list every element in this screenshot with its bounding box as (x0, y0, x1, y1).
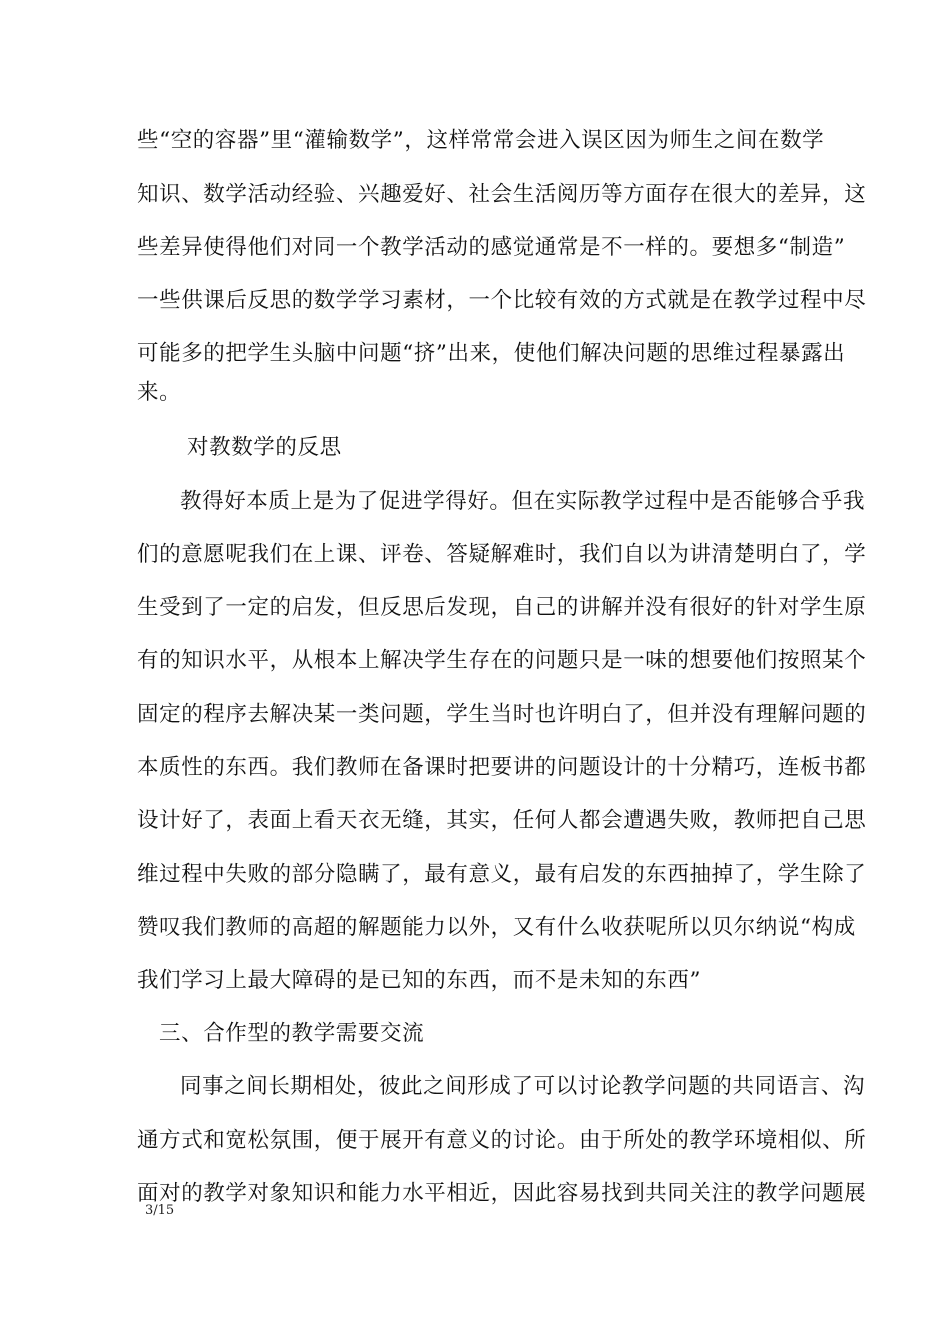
text-line: 固定的程序去解决某一类问题，学生当时也许明白了，但并没有理解问题的 (137, 702, 867, 727)
section-heading: 对教数学的反思 (187, 435, 342, 460)
text-line: 维过程中失败的部分隐瞒了，最有意义，最有启发的东西抽掉了，学生除了 (137, 862, 867, 887)
text-line: 知识、数学活动经验、兴趣爱好、社会生活阅历等方面存在很大的差异，这 (137, 182, 867, 207)
page-number: 3/15 (145, 1203, 175, 1218)
text-line: 通方式和宽松氛围，便于展开有意义的讨论。由于所处的教学环境相似、所 (137, 1128, 867, 1153)
text-line: 些差异使得他们对同一个教学活动的感觉通常是不一样的。要想多“制造” (137, 235, 846, 260)
text-line: 赞叹我们教师的高超的解题能力以外，又有什么收获呢所以贝尔纳说“构成 (137, 915, 856, 940)
text-line: 们的意愿呢我们在上课、评卷、答疑解难时，我们自以为讲清楚明白了，学 (137, 542, 867, 567)
text-line: 教得好本质上是为了促进学得好。但在实际教学过程中是否能够合乎我 (180, 489, 866, 514)
text-line: 一些供课后反思的数学学习素材，一个比较有效的方式就是在教学过程中尽 (137, 288, 867, 313)
text-line: 生受到了一定的启发，但反思后发现，自己的讲解并没有很好的针对学生原 (137, 595, 867, 620)
text-line: 来。 (137, 380, 182, 405)
text-line: 本质性的东西。我们教师在备课时把要讲的问题设计的十分精巧，连板书都 (137, 755, 867, 780)
text-line: 我们学习上最大障碍的是已知的东西，而不是未知的东西” (137, 968, 702, 993)
text-line: 面对的教学对象知识和能力水平相近，因此容易找到共同关注的教学问题展 (137, 1181, 867, 1206)
text-line: 同事之间长期相处，彼此之间形成了可以讨论教学问题的共同语言、沟 (180, 1074, 866, 1099)
section-heading: 三、合作型的教学需要交流 (159, 1021, 425, 1046)
text-line: 设计好了，表面上看天衣无缝，其实，任何人都会遭遇失败，教师把自己思 (137, 808, 867, 833)
text-line: 些“空的容器”里“灌输数学”，这样常常会进入误区因为师生之间在数学 (137, 128, 825, 153)
text-line: 可能多的把学生头脑中问题“挤”出来，使他们解决问题的思维过程暴露出 (137, 341, 846, 366)
text-line: 有的知识水平，从根本上解决学生存在的问题只是一味的想要他们按照某个 (137, 648, 867, 673)
